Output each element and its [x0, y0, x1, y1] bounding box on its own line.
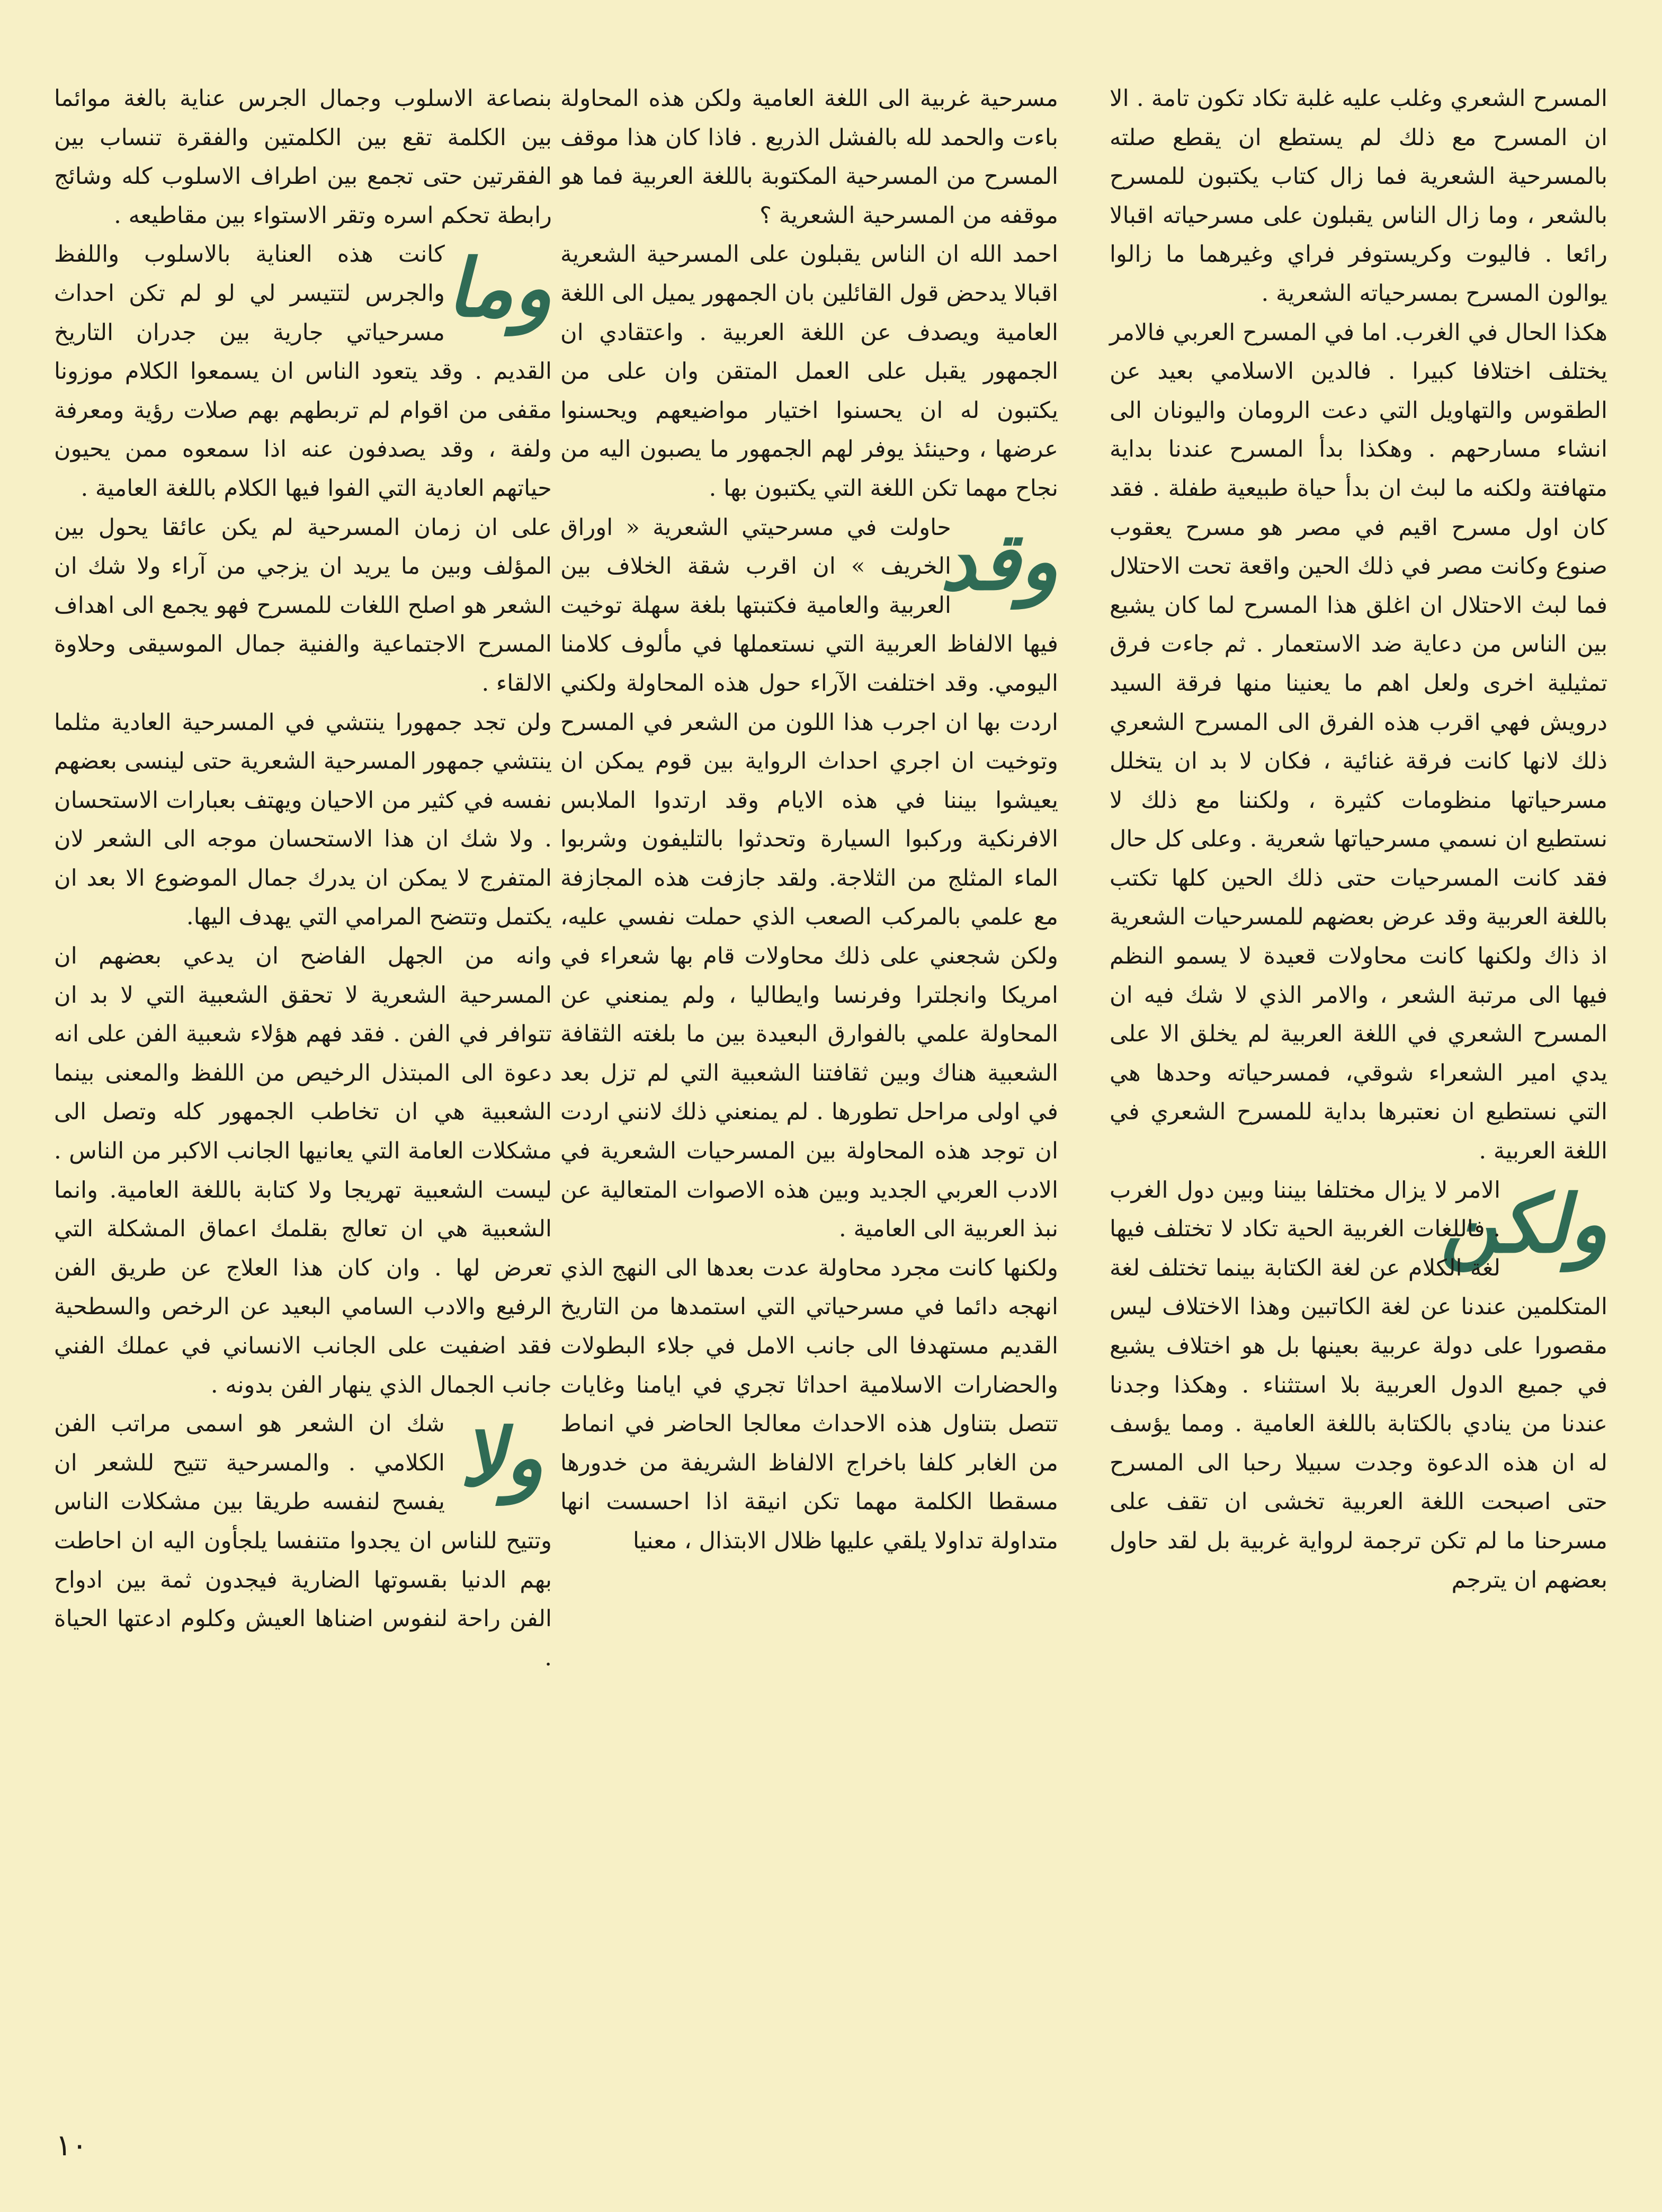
- paragraph: كانت هذه العناية بالاسلوب واللفظ والجرس لتتيسر لي لو لم تكن احداث مسرحياتي جارية بين جدران التاريخ القديم . وقد يتعود الناس ان يسمعوا الكلام موزونا مقفى من اقوام لم تربطهم بهم صلات رؤية ومعرفة ولفة ، وقد يصدفون عنه اذا سمعوه ممن يحيون حياتهم العادية التي الفوا فيها الكلام باللغة العامية .: [54, 241, 552, 502]
- paragraph: وانه من الجهل الفاضح ان يدعي بعضهم ان المسرحية الشعرية لا تحقق الشعبية التي لا بد ان تتوافر في الفن . فقد فهم هؤلاء شعبية الفن على انه دعوة الى المبتذل الرخيص من اللفظ والمعنى بينما الشعبية هي ان تخاطب الجمهور كله وتصل الى مشكلات العامة التي يعانيها الجانب الاكبر من الناس . ليست الشعبية تهريجا ولا كتابة باللغة العامية. وانما الشعبية هي ان تعالج بقلمك اعماق المشكلة التي تعرض لها . وان كان هذا العلاج عن طريق الفن الرفيع والادب السامي البعيد عن الرخص والسطحية فقد اضفيت على الجانب الانساني في عملك الفني جانب الجمال الذي ينهار الفن بدونه .: [54, 943, 552, 1398]
- paragraph: هكذا الحال في الغرب. اما في المسرح العربي فالامر يختلف اختلافا كبيرا . فالدين الاسلامي بعيد عن الطقوس والتهاويل التي دعت الرومان واليونان الى انشاء مسارحهم . وهكذا بدأ المسرح عندنا بداية متهافتة ولكنه ما لبث ان بدأ حياة طبيعية طفلة . فقد كان اول مسرح اقيم في مصر هو مسرح يعقوب صنوع وكانت مصر في ذلك الحين واقعة تحت الاحتلال فما لبث الاحتلال ان اغلق هذا المسرح لما كان يشيع بين الناس من دعاية ضد الاستعمار . ثم جاءت فرق تمثيلية اخرى ولعل اهم ما يعنينا منها فرقة السيد درويش فهي اقرب هذه الفرق الى المسرح الشعري ذلك لانها كانت فرقة غنائية ، فكان لا بد ان يتخلل مسرحياتها منظومات كثيرة ، ولكننا مع ذلك لا نستطيع ان نسمي مسرحياتها شعرية . وعلى كل حال فقد كانت المسرحيات حتى ذلك الحين كلها تكتب باللغة العربية وقد عرض بعضهم للمسرحيات الشعرية اذ ذاك ولكنها كانت محاولات قعيدة لا يسمو النظم فيها الى مرتبة الشعر ، والامر الذي لا شك فيه ان المسرح الشعري في اللغة العربية لم يخلق الا على يدي امير الشعراء شوقي، فمسرحياته وحدها هي التي نستطيع ان نعتبرها بداية للمسرح الشعري في اللغة العربية .: [1110, 319, 1607, 1165]
- dropcap-word: وما: [446, 242, 552, 335]
- paragraph: بنصاعة الاسلوب وجمال الجرس عناية بالغة موائما بين الكلمة تقع بين الكلمتين والفقرة تنساب بين الفقرتين حتى تجمع بين اطراف الاسلوب كله وشائج رابطة تحكم اسره وتقر الاستواء بين مقاطيعه .: [54, 85, 552, 229]
- paragraph: الامر لا يزال مختلفا بيننا وبين دول الغرب . فاللغات الغربية الحية تكاد لا تختلف فيها لغة الكلام عن لغة الكتابة بينما تختلف لغة المتكلمين عندنا عن لغة الكاتبين وهذا الاختلاف ليس مقصورا على دولة عربية بعينها بل هو اختلاف يشيع في جميع الدول العربية بلا استثناء . وهكذا وجدنا عندنا من ينادي بالكتابة باللغة العامية . ومما يؤسف له ان هذه الدعوة وجدت سبيلا رحبا الى المسرح حتى اصبحت اللغة العربية تخشى ان تقف على مسرحنا ما لم تكن ترجمة لرواية غربية بل لقد حاول بعضهم ان يترجم: [1110, 1176, 1607, 1593]
- page-number: ١٠: [56, 2128, 88, 2163]
- article-column-middle: [560, 79, 1058, 1561]
- paragraph: ولن تجد جمهورا ينتشي في المسرحية العادية مثلما ينتشي جمهور المسرحية الشعرية حتى لينسى بعضهم نفسه في كثير من الاحيان ويهتف بعبارات الاستحسان . ولا شك ان هذا الاستحسان موجه الى الشعر لان المتفرج لا يمكن ان يدرك جمال الموضوع الا بعد ان يكتمل وتتضح المرامي التي يهدف اليها.: [54, 709, 552, 931]
- article-column-left: [54, 79, 552, 1678]
- dropcap-paragraph: [54, 1405, 552, 1678]
- article-column-right: [1110, 79, 1607, 1600]
- dropcap-word: ولا: [460, 1411, 543, 1505]
- paragraph: حاولت في مسرحيتي الشعرية « اوراق الخريف » ان اقرب شقة الخلاف بين العربية والعامية فكتبتها بلغة سهلة توخيت فيها الالفاظ العربية التي نستعملها في مألوف كلامنا اليومي. وقد اختلفت الآراء حول هذه المحاولة ولكني اردت بها ان اجرب هذا اللون من الشعر في المسرح وتوخيت ان اجري احداث الرواية بين قوم يمكن ان يعيشوا بيننا في هذه الايام وقد ارتدوا الملابس الافرنكية وركبوا السيارة وتحدثوا بالتليفون وشربوا الماء المثلج من الثلاجة. ولقد جازفت هذه المجازفة مع علمي بالمركب الصعب الذي حملت نفسي عليه، ولكن شجعني على ذلك محاولات قام بها شعراء في امريكا وانجلترا وفرنسا وايطاليا ، ولم يمنعني عن المحاولة علمي بالفوارق البعيدة بين ما بلغته الثقافة الشعبية هناك وبين ثقافتنا الشعبية التي لم تزل بعد في اولى مراحل تطورها . لم يمنعني ذلك لانني اردت ان توجد هذه المحاولة بين المسرحيات الشعرية في الادب العربي الجديد وبين هذه الاصوات المتعالية عن نبذ العربية الى العامية .: [560, 514, 1058, 1243]
- dropcap-paragraph: [54, 235, 552, 508]
- paragraph: على ان زمان المسرحية لم يكن عائقا يحول بين المؤلف وبين ما يريد ان يزجي من آراء ولا شك ان الشعر هو اصلح اللغات للمسرح فهو يجمع الى اهداف المسرح الاجتماعية والفنية جمال الموسيقى وحلاوة الالقاء .: [54, 514, 552, 697]
- paragraph: احمد الله ان الناس يقبلون على المسرحية الشعرية اقبالا يدحض قول القائلين بان الجمهور يميل الى اللغة العامية ويصدف عن اللغة العربية . واعتقادي ان الجمهور يقبل على العمل المتقن وان على من يكتبون له ان يحسنوا اختيار مواضيعهم ويحسنوا عرضها ، وحينئذ يوفر لهم الجمهور ما يصبون اليه من نجاح مهما تكن اللغة التي يكتبون بها .: [560, 241, 1058, 502]
- dropcap-paragraph: [560, 509, 1058, 1249]
- paragraph: المسرح الشعري وغلب عليه غلبة تكاد تكون تامة . الا ان المسرح مع ذلك لم يستطع ان يقطع صلته بالمسرحية الشعرية فما زال كتاب يكتبون للمسرح بالشعر ، وما زال الناس يقبلون على مسرحياته اقبالا رائعا . فاليوت وكريستوفر فراي وغيرهما ما زالوا يوالون المسرح بمسرحياته الشعرية .: [1110, 85, 1607, 307]
- dropcap-word: وقد: [940, 514, 1058, 608]
- paragraph: مسرحية غربية الى اللغة العامية ولكن هذه المحاولة باءت والحمد لله بالفشل الذريع . فاذا كان هذا موقف المسرح من المسرحية المكتوبة باللغة العربية فما هو موقفه من المسرحية الشعرية ؟: [560, 85, 1058, 229]
- paragraph: ولكنها كانت مجرد محاولة عدت بعدها الى النهج الذي انهجه دائما في مسرحياتي التي استمدها من التاريخ القديم مستهدفا الى جانب الامل في جلاء البطولات والحضارات الاسلامية احداثا تجري في ايامنا وغايات تتصل بتناول هذه الاحداث معالجا الحاضر في انماط من الغابر كلفا باخراج الالفاظ الشريفة من خدورها مسقطا الكلمة مهما تكن انيقة اذا احسست انها متداولة تداولا يلقي عليها ظلال الابتذال ، معنيا: [560, 1254, 1058, 1554]
- dropcap-paragraph: [1110, 1171, 1607, 1600]
- dropcap-word: ولكن: [1440, 1177, 1607, 1271]
- paragraph: شك ان الشعر هو اسمى مراتب الفن الكلامي . والمسرحية تتيح للشعر ان يفسح لنفسه طريقا بين مشكلات الناس وتتيح للناس ان يجدوا متنفسا يلجأون اليه ان احاطت بهم الدنيا بقسوتها الضارية فيجدون ثمة بين ادواح الفن راحة لنفوس اضناها العيش وكلوم ادعتها الحياة .: [54, 1411, 552, 1671]
